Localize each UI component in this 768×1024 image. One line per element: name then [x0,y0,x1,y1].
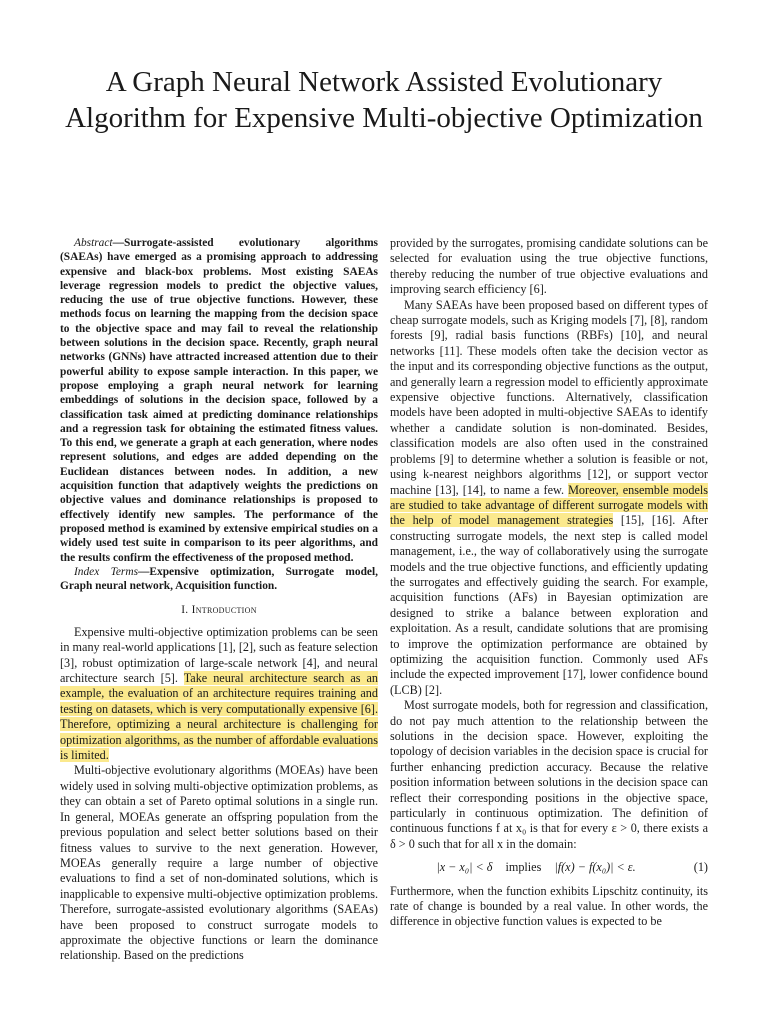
intro-paragraph-2: Multi-objective evolutionary algorithms (MOEAs) have been widely used in solving multi-objective optimization problems, as they can obtain a set of Pareto optimal solutions in a single run. In general, MOEAs generate an offspring population from the previous population and select better solutions based on their fitness values to survive to the next generation. However, MOEAs generally require a large number of objective evaluations to find a set of non-dominated solutions, which is inapplicable to expensive multi-objective optimization problems. Therefore, surrogate-assisted evolutionary algorithms (SAEAs) have been proposed to construct surrogate models to approximate the objective functions or learn the dominance relationship. Based on the predictions [60,763,378,963]
equation-number: (1) [693,860,708,875]
left-column [60,236,378,964]
intro-paragraph-1 [60,625,378,764]
section-heading-introduction: I. Introduction [181,604,257,617]
intro-p1-text: Expensive multi-objective optimization problems can be seen in many real-world applications [1], [2], such as feature selection [3], robust optimization of large-scale network [4], and neural architecture search [5]. [60,624,378,686]
intro-p4-highlight: Moreover, ensemble models are studied to take advantage of different surrogate models with the help of model management strategies [390,482,709,528]
intro-paragraph-3: provided by the surrogates, promising candidate solutions can be selected for evaluation using the true objective functions, thereby reducing the number of true objective evaluations and improving search efficiency [6]. [390,236,708,297]
intro-p1-highlight: Take neural architecture search as an example, the evaluation of an architecture requires training and testing on datasets, which is very computationally expensive [6]. Therefore, optimizing a neural architecture is challenging for optimization algorithms, as the number of affordable evaluations is limited. [60,671,378,763]
intro-paragraph-4 [390,298,708,699]
intro-p4-text-a: Many SAEAs have been proposed based on different types of cheap surrogate models, such as Kriging models [7], [8], random forests [9], radial basis functions (RBFs) [10], and neural networks [11]. These models often take the decision vector as the input and its corresponding objective functions as the output, and generally learn a regression model to efficiently approximate expensive objective functions. Alternatively, classification models have been adopted in multi-objective SAEAs to identify whether a candidate solution is non-dominated. Besides, classification models are also often used in the constrained problems [9] to determine whether a solution is feasible or not, using k-nearest neighbors algorithms [12], or support vector machine [13], [14], to name a few. [390,297,708,497]
index-terms-lead: Index Terms [74,565,139,578]
intro-p4-text-b: [15], [16]. After constructing surrogate models, the next step is called model management, i.e., the way of collaboratively using the surrogate models and the true objective functions, and efficiently updating the surrogates and effectively guiding the search. For example, acquisition functions (AFs) in Bayesian optimization are designed to strike a balance between exploration and exploitation. As a result, candidate solutions that are promising to improve the optimization performance are obtained by optimizing the acquisition function. Commonly used AFs include the expected improvement [17], lower confidence bound (LCB) [2]. [390,513,708,697]
right-column [390,236,708,930]
equation-1 [390,860,708,875]
equation-left: |x − x₀| < δ [436,860,493,875]
equation-right: |f(x) − f(x₀)| < ε. [554,860,636,875]
intro-paragraph-5: Most surrogate models, both for regression and classification, do not pay much attention to the relationship between the solutions in the decision space. However, exploiting the topology of decision variables in the decision space is crucial for further enhancing prediction accuracy. Because the relative position information between solutions in the decision space can reflect their corresponding positions in the objective space, particularly in continuous optimization. The definition of continuous functions f at x₀ is that for every ε > 0, there exists a δ > 0 such that for all x in the domain: [390,698,708,851]
paper-title: A Graph Neural Network Assisted Evolutionary Algorithm for Expensive Multi-objective Optimization [65,66,703,134]
abstract [60,236,378,565]
index-terms [60,565,378,594]
equation-body [390,860,682,875]
abstract-text: —Surrogate-assisted evolutionary algorithms (SAEAs) have emerged as a promising approach to addressing expensive and black-box problems. Most existing SAEAs leverage regression models to predict the objective values, reducing the use of true objective functions. However, these methods focus on learning the mapping from the decision space to the objective space and may fail to reveal the relationship between solutions in the decision space. Recently, graph neural networks (GNNs) have attracted increased attention due to their powerful ability to expose sample interaction. In this paper, we propose employing a graph neural network for learning embeddings of solutions in the decision space, followed by a classification task aimed at predicting dominance relationships and a regression task for obtaining the estimated fitness values. To this end, we generate a graph at each generation, where nodes represent solutions, and edges are added depending on the Euclidean distances between nodes. In addition, a new acquisition function that adaptively weights the predictions on objective values and dominance relationships is proposed to effectively identify new samples. The performance of the proposed method is examined by extensive empirical studies on a widely used test suite in comparison to its peer algorithms, and the results confirm the effectiveness of the proposed method. [60,237,378,564]
abstract-lead: Abstract [74,237,113,249]
equation-implies: implies [505,860,542,875]
index-terms-text: —Expensive optimization, Surrogate model, Graph neural network, Acquisition function. [60,565,378,593]
intro-paragraph-6: Furthermore, when the function exhibits Lipschitz continuity, its rate of change is bounded by a real value. In other words, the difference in objective function values is expected to be [390,883,708,929]
